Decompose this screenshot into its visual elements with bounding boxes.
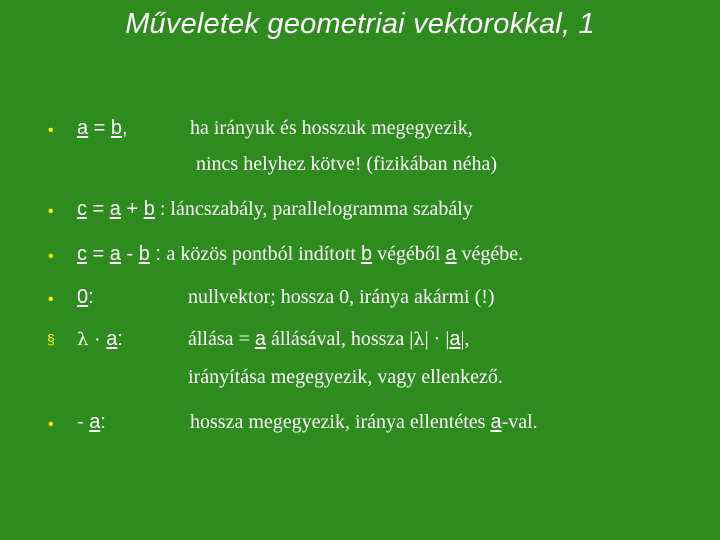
colon: :: [100, 411, 106, 433]
scalar-desc-2: állásával, hossza |: [265, 328, 414, 350]
minus-sign: -: [120, 243, 139, 265]
equals-sign: =: [88, 117, 111, 139]
minus-sign: -: [77, 411, 90, 433]
vector-a-ref: a: [254, 328, 266, 350]
vector-a-ref: a: [445, 243, 457, 265]
subtraction-desc-2: végéből: [372, 243, 446, 265]
vector-b: b: [143, 198, 155, 220]
negation-desc: [190, 411, 538, 434]
vector-b: b: [110, 117, 123, 139]
colon: :: [117, 328, 123, 350]
scalar-desc-4: |,: [460, 328, 470, 350]
addition-line: [77, 198, 473, 221]
comma: ,: [122, 117, 128, 139]
bullet-addition: •: [48, 203, 54, 220]
vector-a-ref: a: [490, 411, 502, 433]
vector-a: a: [109, 243, 121, 265]
colon: :: [149, 243, 167, 265]
equals-sign: =: [87, 243, 110, 265]
bullet-equality: •: [48, 122, 54, 139]
bullet-scalar: §: [47, 331, 55, 347]
bullet-zero: •: [48, 291, 54, 308]
zero-desc: nullvektor; hossza 0, iránya akármi (!): [188, 286, 495, 308]
vector-a-abs: a: [449, 328, 461, 350]
scalar-formula: [77, 328, 123, 351]
scalar-desc-line1: [188, 328, 469, 351]
equality-formula: [77, 117, 128, 140]
equality-desc-line2: nincs helyhez kötve! (fizikában néha): [196, 153, 497, 175]
bullet-negation: •: [48, 416, 54, 433]
equality-desc-line1: ha irányuk és hosszuk megegyezik,: [190, 117, 473, 139]
subtraction-line: [77, 243, 523, 266]
colon: :: [88, 286, 94, 308]
subtraction-desc-1: a közös pontból indított: [166, 243, 361, 265]
vector-c: c: [77, 198, 87, 220]
subtraction-desc-3: végébe.: [456, 243, 524, 265]
negation-formula: [77, 411, 106, 434]
zero-vector: 0: [77, 286, 89, 308]
vector-b-ref: b: [360, 243, 373, 265]
lambda-symbol-ref: λ: [413, 329, 425, 350]
plus-sign: +: [120, 198, 144, 220]
vector-a: a: [89, 411, 101, 433]
scalar-desc-3: | · |: [424, 328, 450, 350]
negation-desc-2: -val.: [501, 411, 538, 433]
scalar-desc-line2: irányítása megegyezik, vagy ellenkező.: [188, 366, 503, 388]
dot-operator: ·: [88, 328, 107, 350]
vector-a: a: [109, 198, 121, 220]
vector-a: a: [77, 117, 89, 139]
addition-desc: : láncszabály, parallelogramma szabály: [154, 198, 473, 220]
lambda-symbol: λ: [77, 329, 89, 350]
zero-formula: [77, 286, 94, 309]
vector-b: b: [138, 243, 150, 265]
negation-desc-1: hossza megegyezik, iránya ellentétes: [190, 411, 491, 433]
scalar-desc-1: állása =: [188, 328, 255, 350]
vector-c: c: [77, 243, 87, 265]
equals-sign: =: [87, 198, 110, 220]
vector-a: a: [106, 328, 118, 350]
slide-title: Műveletek geometriai vektorokkal, 1: [125, 8, 595, 40]
bullet-subtraction: •: [48, 248, 54, 265]
